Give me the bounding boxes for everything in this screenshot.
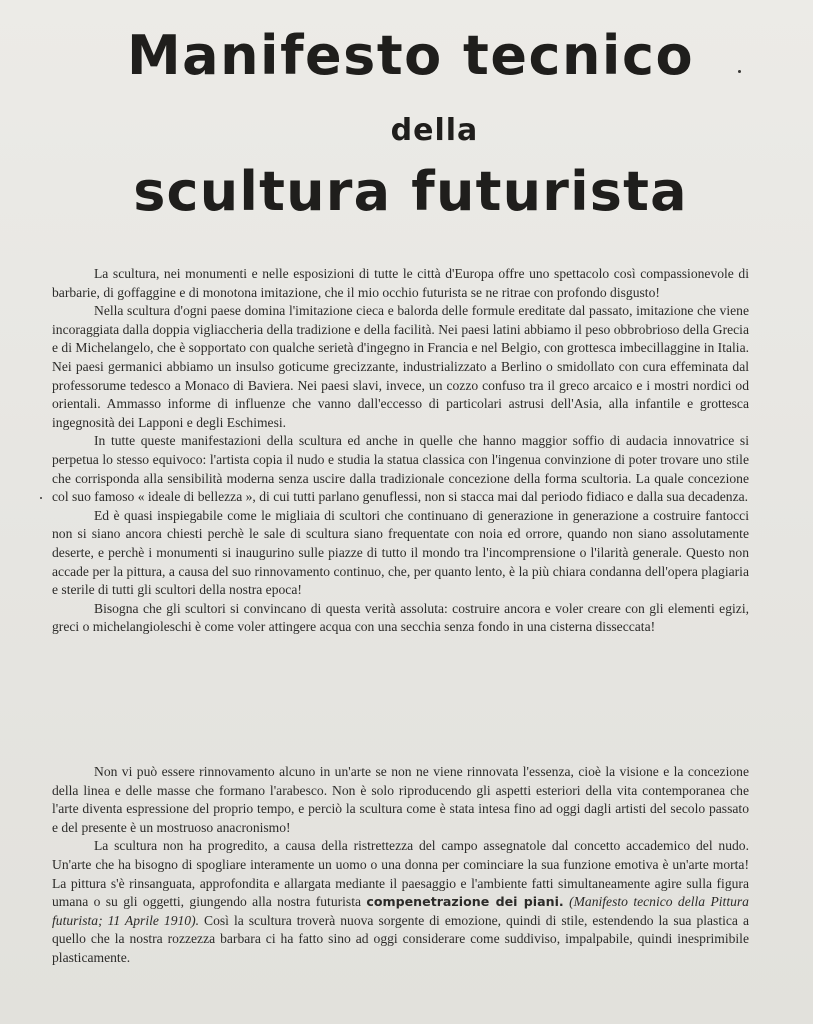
paragraph-text: Così la scultura troverà nuova sorgente di emozione, quindi di stile, estendendo la sua plastica a quello che la nostra rozzezza barbara ci ha fatto sino ad oggi considerare come suddiviso, impalpabile, quindi inesprimibile plasticamente. [52, 912, 749, 965]
citation: (Manifesto tecnico della Pittura futurista; 11 Aprile 1910). [52, 894, 749, 928]
bold-term: compenetrazione dei piani. [366, 894, 564, 910]
title-line-2: della [390, 113, 479, 148]
print-speck [40, 497, 42, 499]
title-line-1: Manifesto tecnico [126, 24, 695, 87]
paragraph: La scultura, nei monumenti e nelle esposizioni di tutte le città d'Europa offre uno spettacolo così compassionevole di barbarie, di goffaggine e di monotona imitazione, che il mio occhio futurista se ne ritrae con profondo disgusto! [52, 266, 749, 300]
section-2-text [52, 763, 749, 968]
paragraph: Bisogna che gli scultori si convincano di questa verità assoluta: costruire ancora e voler creare con gli elementi egizi, greci o michelangioleschi è come voler attingere acqua con una secchia senza fondo in una cisterna disseccata! [52, 600, 749, 635]
paragraph [52, 837, 749, 967]
paragraph: In tutte queste manifestazioni della scultura ed anche in quelle che hanno maggior soffio di audacia innovatrice si perpetua lo stesso equivoco: l'artista copia il nudo e studia la statua classica con l'ingenua convinzione di poter trovare uno stile che corrisponda alla sensibilità moderna senza uscire dalla tradizionale concezione della forma scultoria. La quale concezione col suo famoso « ideale di bellezza », di cui tutti parlano genuflessi, non si stacca mai dal periodo fidiaco e dalla sua decadenza. [52, 433, 749, 505]
paragraph: Non vi può essere rinnovamento alcuno in un'arte se non ne viene rinnovata l'essenza, cioè la visione e la concezione della linea e delle masse che formano l'arabesco. Non è solo riproducendo gli aspetti esteriori della vita contemporanea che l'arte diventa espressione del proprio tempo, e perciò la scultura come è stata intesa fino ad oggi dagli artisti del secolo passato e del presente è un mostruoso anacronismo! [52, 764, 749, 835]
section-1-text [52, 265, 749, 637]
paragraph: Ed è quasi inspiegabile come le migliaia di scultori che continuano di generazione in generazione a costruire fantocci non si siano ancora chiesti perchè le sale di scultura siano frequentate con noia ed orrore, quando non siano assolutamente deserte, e perchè i monumenti si inaugurino sulle piazze di tutto il mondo tra l'incomprensione o l'ilarità generale. Questo non accade per la pittura, a causa del suo rinnovamento continuo, che, per quanto lento, è la più chiara condanna dell'opera plagiaria e sterile di tutti gli scultori della nostra epoca! [52, 507, 749, 598]
paragraph: Nella scultura d'ogni paese domina l'imitazione cieca e balorda delle formule ereditate dal passato, imitazione che viene incoraggiata dalla doppia vigliaccheria della tradizione e della facilità. Nei paesi latini abbiamo il peso obbrobrioso della Grecia e di Michelangelo, che è sopportato con qualche serietà d'ingegno in Francia e nel Belgio, con grottesca imbecillaggine in Italia. Nei paesi germanici abbiamo un insulso goticume grecizzante, industrializzato a Berlino o smidollato con cura effeminata dal professorume tedesco a Monaco di Baviera. Nei paesi slavi, invece, un cozzo confuso tra il greco arcaico e i mostri nordici od orientali. Ammasso informe di influenze che vanno dall'eccesso di particolari astrusi dell'Asia, alla infantile e grottesca ingegnosità dei Lapponi e degli Eschimesi. [52, 303, 749, 430]
title-line-3: scultura futurista [133, 160, 688, 223]
paragraph-text: La scultura non ha progredito, a causa della ristrettezza del campo assegnatole dal concetto accademico del nudo. Un'arte che ha bisogno di spogliare interamente un uomo o una donna per cominciare la sua funzione emotiva è un'arte morta! La pittura s'è rinsanguata, approfondita e allargata mediante il paesaggio e l'ambiente fatti simultaneamente agire sulla figura umana o su gli oggetti, giungendo alla nostra futurista [52, 838, 749, 910]
print-speck [738, 70, 741, 73]
